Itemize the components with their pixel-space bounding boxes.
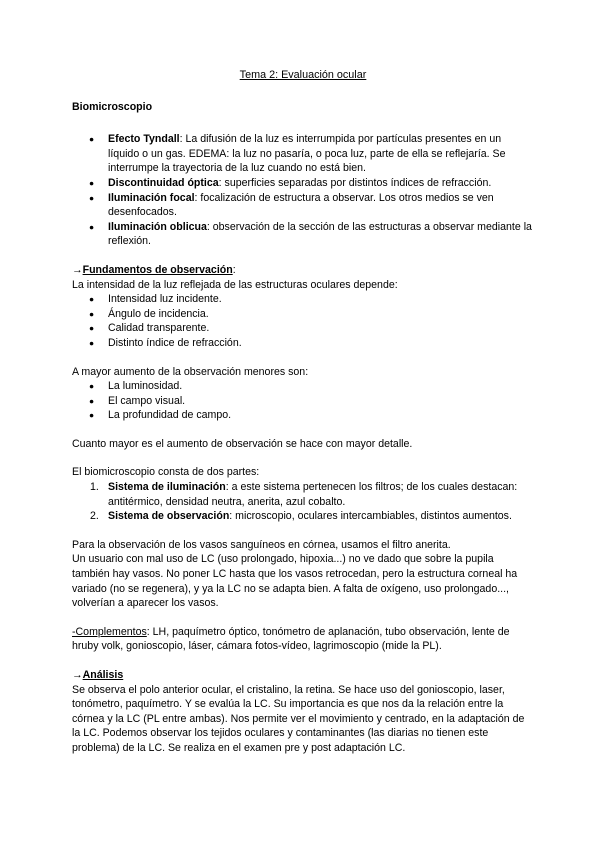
detalle-paragraph: Cuanto mayor es el aumento de observación se hace con mayor detalle.: [72, 437, 413, 450]
definition: : La difusión de la luz es interrumpida por partículas presentes en un líquido o un gas. EDEMA: la luz no pasaría, o poca luz, parte de ella se reflejaría. Se interrumpe la trayectoria de la luz cuando no está bien.: [108, 133, 506, 175]
list-item: [72, 509, 534, 524]
fundamentos-list: [72, 292, 534, 350]
heading-text: Análisis: [82, 669, 124, 681]
fundamentos-heading: [72, 263, 534, 278]
partes-list: [72, 480, 534, 524]
list-number: 1.: [90, 481, 99, 494]
list-item: ● Distinto índice de refracción.: [72, 336, 534, 351]
effects-list: [72, 132, 534, 249]
list-item: [72, 132, 534, 176]
vasos-paragraph-2: Un usuario con mal uso de LC (uso prolongado, hipoxia...) no ve dado que sobre la pupila también hay vasos. No poner LC hasta que los vasos retrocedan, pero la estructura corneal ha variado (no se regenera), y ya la LC no se adapta bien. A falta de oxígeno, uso prolongado..., volverían a aparecer los vasos.: [72, 553, 518, 610]
list-item: ● La profundidad de campo.: [72, 408, 534, 423]
list-number: 2.: [90, 510, 99, 523]
definition: : observación de la sección de las estructuras a observar mediante la reflexión.: [108, 220, 532, 248]
document-page: [72, 68, 534, 756]
heading-colon: :: [232, 263, 236, 276]
term: Efecto Tyndall: [108, 133, 180, 146]
complementos-label: -Complementos: [72, 625, 147, 638]
term: Iluminación oblicua: [108, 220, 207, 233]
term: Iluminación focal: [108, 191, 195, 204]
list-item: [72, 191, 534, 220]
definition: : superficies separadas por distintos índices de refracción.: [218, 176, 492, 189]
list-item: ● La luminosidad.: [72, 379, 534, 394]
list-item: ● Ángulo de incidencia.: [72, 307, 534, 322]
partes-intro: El biomicroscopio consta de dos partes:: [72, 466, 260, 479]
arrow-icon: →: [72, 263, 83, 276]
aumento-list: [72, 379, 534, 423]
term: Discontinuidad óptica: [108, 176, 219, 189]
complementos-paragraph: [72, 625, 534, 654]
list-item: [72, 480, 534, 509]
list-item: ● Calidad transparente.: [72, 321, 534, 336]
heading-text: Fundamentos de observación: [82, 263, 233, 276]
term: Sistema de observación: [108, 510, 230, 523]
analisis-paragraph: Se observa el polo anterior ocular, el cristalino, la retina. Se hace uso del gonioscopio, laser, tonómetro, paquímetro. Y se evalúa la LC. Su importancia es que nos da la relación entre la córnea y la LC (PL entre ambas). Nos permite ver el movimiento y centrado, en la adaptación de la LC. Podemos observar los tejidos oculares y contaminantes (las diarias no tienen este problema) de la LC. Se realiza en el examen pre y post adaptación LC.: [72, 683, 525, 754]
aumento-intro: A mayor aumento de la observación menores son:: [72, 365, 309, 378]
section-heading-biomicroscopio: Biomicroscopio: [72, 100, 153, 113]
list-item: [72, 176, 534, 191]
definition: : a este sistema pertenecen los filtros; de los cuales destacan: antitérmico, densidad neutra, anerita, azul cobalto.: [108, 481, 518, 508]
vasos-paragraph-1: Para la observación de los vasos sanguíneos en córnea, usamos el filtro anerita.: [72, 538, 451, 551]
arrow-icon: →: [72, 669, 83, 681]
definition: : focalización de estructura a observar. Los otros medios se ven desenfocados.: [108, 191, 494, 219]
complementos-text: : LH, paquímetro óptico, tonómetro de aplanación, tubo observación, lente de hruby volk, gonioscopio, láser, cámara fotos-vídeo, lagrimoscopio (mide la PL).: [72, 625, 510, 653]
definition: : microscopio, oculares intercambiables, distintos aumentos.: [229, 510, 512, 523]
list-item: ● Intensidad luz incidente.: [72, 292, 534, 307]
page-title: Tema 2: Evaluación ocular: [239, 69, 367, 81]
fundamentos-intro: La intensidad de la luz reflejada de las estructuras oculares depende:: [72, 278, 398, 291]
list-item: [72, 220, 534, 249]
list-item: ● El campo visual.: [72, 394, 534, 409]
term: Sistema de iluminación: [108, 481, 226, 494]
analisis-heading: [72, 668, 534, 683]
